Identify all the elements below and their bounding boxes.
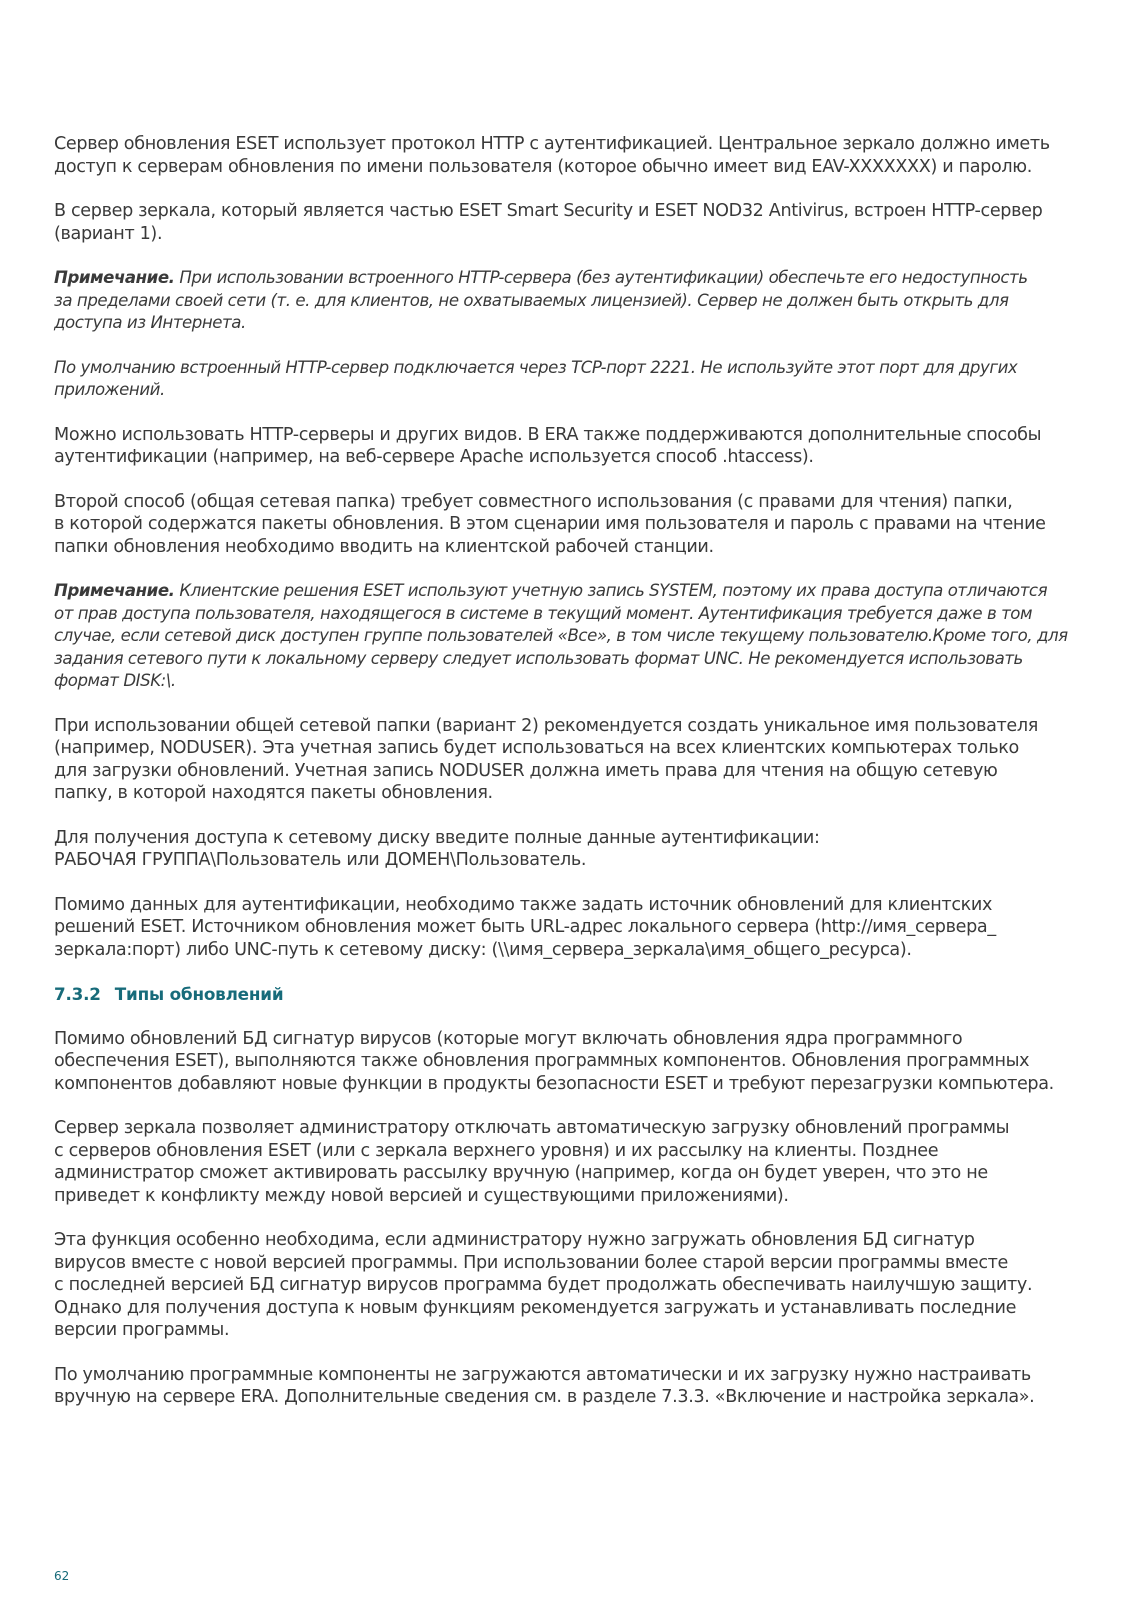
note-default-port: По умолчанию встроенный HTTP-сервер подключается через TCP-порт 2221. Не используйте этот порт для других приложений.: [54, 357, 1018, 399]
note-text: Клиентские решения ESET используют учетную запись SYSTEM, поэтому их права доступа отличаются от прав доступа пользователя, находящегося в системе в текущий момент. Аутентификация требуется даже в том случае, если сетевой диск доступен группе пользователей «Все», в том числе текущему пользователю.Кроме того, для задания сетевого пути к локальному серверу следует использовать формат UNC. Не рекомендуется использовать формат DISK:\.: [54, 581, 1068, 690]
paragraph-mirror-control: Сервер зеркала позволяет администратору отключать автоматическую загрузку обновлений программы с серверов обновления ESET (или с зеркала верхнего уровня) и их рассылку на клиенты. Позднее администратор сможет активировать рассылку вручную (например, когда он будет уверен, что это не приведет к конфликту между новой версией и существующими приложениями).: [54, 1118, 1010, 1206]
paragraph-feature-need: Эта функция особенно необходима, если администратору нужно загружать обновления БД сигнатур вирусов вместе с новой версией программы. При использовании более старой версии программы вместе с последней версией БД сигнатур вирусов программа будет продолжать обеспечивать наилучшую защиту. Однако для получения доступа к новым функциям рекомендуется загружать и устанавливать последние версии программы.: [54, 1230, 1033, 1340]
section-title: Типы обновлений: [114, 984, 284, 1004]
note-label: Примечание.: [54, 581, 175, 600]
document-page: [54, 133, 1084, 1409]
paragraph-update-source: Помимо данных для аутентификации, необходимо также задать источник обновлений для клиентских решений ESET. Источником обновления может быть URL-адрес локального сервера (http://имя_сервера_ зеркала:порт) либо UNC-путь к сетевому диску: (\\имя_сервера_зеркала\имя_общего_ресурса).: [54, 894, 996, 960]
note-system-account: [54, 580, 1084, 693]
note-label: Примечание.: [54, 268, 175, 287]
note-builtin-server: [54, 267, 1084, 335]
paragraph-other-http: Можно использовать HTTP-серверы и других видов. В ERA также поддерживаются дополнительные способы аутентификации (например, на веб-сервере Apache используется способ .htaccess).: [54, 424, 1042, 467]
paragraph-shared-folder: Второй способ (общая сетевая папка) требует совместного использования (с правами для чтения) папки, в которой содержатся пакеты обновления. В этом сценарии имя пользователя и пароль с правами на чтение папки обновления необходимо вводить на клиентской рабочей станции.: [54, 491, 1046, 557]
paragraph-default-components: По умолчанию программные компоненты не загружаются автоматически и их загрузку нужно настраивать вручную на сервере ERA. Дополнительные сведения см. в разделе 7.3.3. «Включение и настройка зеркала».: [54, 1364, 1035, 1407]
paragraph-noduser: При использовании общей сетевой папки (вариант 2) рекомендуется создать уникальное имя пользователя (например, NODUSER). Эта учетная запись будет использоваться на всех клиентских компьютерах только для загрузки обновлений. Учетная запись NODUSER должна иметь права для чтения на общую сетевую папку, в которой находятся пакеты обновления.: [54, 715, 1039, 803]
paragraph-update-types: Помимо обновлений БД сигнатур вирусов (которые могут включать обновления ядра программного обеспечения ESET), выполняются также обновления программных компонентов. Обновления программных компонентов добавляют новые функции в продукты безопасности ESET и требуют перезагрузки компьютера.: [54, 1028, 1054, 1094]
section-heading: [54, 983, 1084, 1006]
paragraph-network-auth: Для получения доступа к сетевому диску введите полные данные аутентификации: РАБОЧАЯ ГРУППА\Пользователь или ДОМЕН\Пользователь.: [54, 827, 820, 870]
note-text: При использовании встроенного HTTP-сервера (без аутентификации) обеспечьте его недоступность за пределами своей сети (т. е. для клиентов, не охватываемых лицензией). Сервер не должен быть открыть для доступа из Интернета.: [54, 268, 1028, 332]
paragraph-builtin-http: В сервер зеркала, который является частью ESET Smart Security и ESET NOD32 Antivirus, встроен HTTP-сервер (вариант 1).: [54, 201, 1043, 244]
paragraph-http-auth: Сервер обновления ESET использует протокол HTTP с аутентификацией. Центральное зеркало должно иметь доступ к серверам обновления по имени пользователя (которое обычно имеет вид EAV-XXXXXXX) и паролю.: [54, 134, 1050, 177]
page-number: 62: [54, 1569, 70, 1583]
section-number: 7.3.2: [54, 984, 101, 1004]
